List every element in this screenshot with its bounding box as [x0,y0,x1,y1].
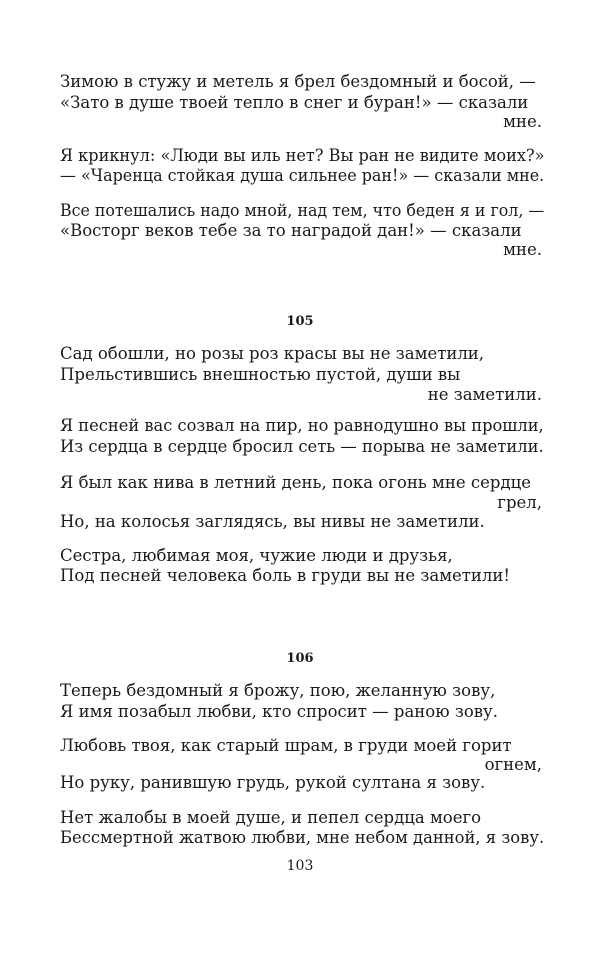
poem-number: 106 [286,651,314,666]
poem-line: «Восторг веков тебе за то наградой дан!» — сказали [60,221,522,240]
poem-line-wrap: огнем, [484,755,542,774]
poem-line: Сестра, любимая моя, чужие люди и друзья, [60,546,453,565]
poem-line: Я был как нива в летний день, пока огонь мне сердце [60,473,531,492]
poem-line: Я имя позабыл любви, кто спросит — раною зову. [60,702,498,721]
poem-line: Сад обошли, но розы роз красы вы не заметили, [60,344,485,363]
poem-line: Нет жалобы в моей душе, и пепел сердца моего [60,808,482,827]
poem-line: Прельстившись внешностью пустой, души вы [60,365,461,384]
poem-line: Бессмертной жатвою любви, мне небом данной, я зову. [60,828,545,847]
poem-line: Любовь твоя, как старый шрам, в груди моей горит [60,736,512,755]
poem-line-wrap: мне. [503,112,542,131]
poem-line: — «Чаренца стойкая душа сильнее ран!» — сказали мне. [60,166,545,185]
poem-line: Я крикнул: «Люди вы иль нет? Вы ран не видите моих?» [60,146,545,165]
poem-line: Я песней вас созвал на пир, но равнодушно вы прошли, [60,416,544,435]
poem-line: Теперь бездомный я брожу, пою, желанную зову, [60,681,496,700]
poem-number: 105 [286,314,314,329]
poem-line-wrap: мне. [503,240,542,259]
poem-line: Но, на колосья заглядясь, вы нивы не заметили. [60,512,485,531]
poem-line: «Зато в душе твоей тепло в снег и буран!» — сказали [60,93,529,112]
poem-line-wrap: не заметили. [427,385,542,404]
poem-line-wrap: грел, [497,493,542,512]
poem-line: Но руку, ранившую грудь, рукой султана я зову. [60,773,486,792]
poem-line: Под песней человека боль в груди вы не заметили! [60,566,511,585]
poem-line: Зимою в стужу и метель я брел бездомный и босой, — [60,72,536,91]
poem-line: Все потешались надо мной, над тем, что беден я и гол, — [60,201,545,220]
page-number: 103 [286,858,314,874]
poem-line: Из сердца в сердце бросил сеть — порыва не заметили. [60,437,544,456]
